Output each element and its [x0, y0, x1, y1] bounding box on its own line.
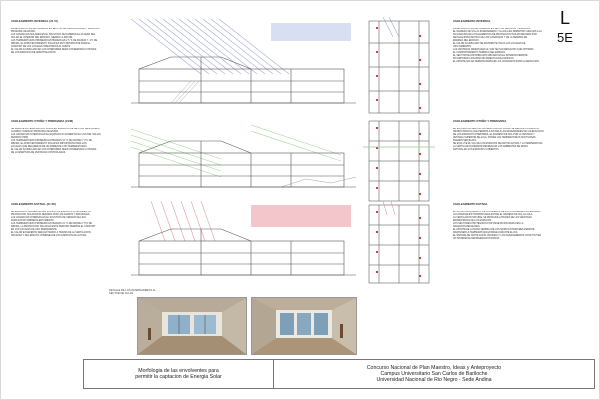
section-1-left-body: PENETRACION SOLAR INVERNAL EN SECTOR DE CIRCULACIONES Y ESPACIOS PRINCIPAL DE ESTAR. LAS GANANCIAS SOLARES EN EL SOLSTICIO DE INVIERNO EL ACCESO DEL SOL EN EL INTERIOR DEL EDIFICIO, SIENDO LA MAYOR. LAS TEMPERATURAS PROMEDIO ESTIMADAS EN 2,5 °C DE MAXIMA Y -1°C DE MINIMA, EL APROVECHAMIENTO SOLAR ES MUY IMPORTANTE PARA EL CONFORT DE LOS LOCALES ORIENTADOS AL NORTE. EL CALOR ACUMULADO EN LOS INTERIORES SERA CONSERVADO A TRAVES DE LOS ESPACIOS DE AMORTIGUACION. — [11, 28, 100, 54]
project-line-1: Concurso Nacional de Plan Maestro, Ideas y Anteproyecto — [366, 365, 502, 371]
renders-caption: DETALLE DE LOS INVERNADEROS AL SECTOR DE AULAS — [109, 289, 156, 296]
section-1-plan-markers — [376, 27, 421, 109]
section-2-building-lines — [131, 141, 356, 187]
section-2-building-section — [131, 119, 356, 197]
section-1-building-section — [131, 19, 356, 111]
section-2-right-body: EN ESTA EPOCA DEL AÑO LA PENETRACION SOLAR SE REDUCE UN ESPACIO SIENDO PARCIAL QUE PERMITA AJUSTAR A LAS NECESIDADES DE CALEFACCION DE LOS ESPACIOS INTERIORES, EL INGRESO DE SOL POR LA VENTANA Y VENTANA SUPERIOR DE AULA, DONDE LAS TEMPERATURAS NOCTURNAS PUEDEN SER BAJAS. SE EXCLUYE EL SOL DE LOS ESPACIOS DE MAYOR ALTURA Y LA TEMPERATURA. LA VENTILACION PERMITE REFRESCAR LOS AMBIENTES DE MODO NATURAL EN LOS ESPACIOS CUBIERTOS. — [453, 128, 544, 151]
section-2-left-heading: ASOLEAMIENTO OTOÑO Y PRIMAVERA (21/III) — [11, 119, 74, 123]
section-2-plan — [363, 117, 435, 205]
section-1-sun-rays — [131, 19, 289, 74]
section-3-sun-zone — [251, 205, 351, 227]
sheet-title-line-2: permitir la captacion de Energia Solar — [135, 374, 222, 380]
sheet-letter: L — [560, 8, 571, 28]
sheet-number: 5E — [557, 30, 573, 45]
section-2-sun-rays — [131, 125, 341, 177]
section-1-left-heading: ASOLEAMIENTO INVERNAL (21 VI) — [11, 19, 58, 23]
section-3-right-body: EL SOL ES BLOQUEADO POR LOS ALEROS DE LOS VOLUMENES SUPERIORES. LOS PARASOLES HORIZONTALES EVITAN EL INGRESO DE SOL AL AULA. LA VENTILACION NATURAL SE PRODUCE A TRAVES DE LAS VENTANAS ENFRENTADAS DE LOS ESPACIOS. LOS SECTORES PROTEGIDOS POR VEGETACION REDUCEN LA RADIACION REFLEJADA. EL APORTE DE LA MASA TERMICA DE LOS MUROS INTERIORES PERMITE MANTENER LA TEMPERATURA ESTABLE DURANTE EL DIA. EL SISTEMA DE VENTILACION CRUZADA Y LOS INVERNADEROS CONSTITUYEN UN SISTEMA DE REFRIGERACION PASIVA. — [453, 211, 542, 240]
section-2-left-body: SE REDUCE LA PENETRACION SOLAR EN ESPACIOS DE GESTION DE ESCUELA GUARDA Y ESPACIO PRINCIPAL DE ESTAR. LAS GANANCIAS INTERNAS EN EL EQUINOCCIO AUMENTAN EL USO DEL SOL EN PERIODO TIBIO. LAS TEMPERATURAS PROMEDIO ESTIMADAS 12 °C DE MAXIMA Y 2°C DE MINIMA, EL APROVECHAMIENTO SOLAR ES IMPORTANTE PARA LOS LOCALES QUE REQUIERAN DE UN AMBIENTE CON TEMPERATURAS. EL CALOR ACUMULADO EN LOS INTERIORES SERA CONSERVADO A TRAVES DE LA APERTURA DE VENTANAS CONTROLADAS. — [11, 128, 101, 154]
section-2-terrain — [281, 177, 356, 187]
section-3-right-heading: ASOLEAMIENTO ESTIVAL — [453, 202, 488, 206]
section-3-building-lines — [131, 229, 356, 275]
section-3-plan-markers — [376, 211, 421, 277]
title-block-right — [274, 360, 594, 388]
title-block — [83, 359, 595, 389]
section-1-plan — [363, 17, 435, 117]
project-line-2: Campus Universitario San Carlos de Bariloche — [380, 371, 488, 377]
section-3-left-heading: ASOLEAMIENTO ESTIVAL (21 XII) — [11, 202, 56, 206]
section-1-right-body: PENETRACION SOLAR INVERNAL EN SECTOR DE AULAS Y ESPACIOS EL INGRESO DE SOL AL INVERNADERO Y AL AULA ES PERMITIDO GRACIAS A LA INCLINACION DE LOS ELEMENTOS DE PROTECCION SOLAR DEFINIDA POR DETALLE BIOCLIMATICO DE LOS GANANCIAS Y DE LA PERDIDA DE ENERGIA DEL EDIFICIO. EL CALOR ACUMULADO SE DISTRIBUYE HACIA LOS LOCALES DE USO INMEDIATO. LAS VENTANAS ORIENTADAS AL SUR SE HAN REDUCIDO QUE OPTIMIZA EL COMPORTAMIENTO TERMICO DEL EDIFICIO. EL SECTOR DE DISTRIBUCION UBICADO EN EL INTERIOR PERMITE INCORPORAR LA RADIACION DIRECTA EN EL EDIFICIO. EL APORTE SOLAR PERMITE REDUCIR LOS CONSUMOS PARA CALEFACCION. — [453, 28, 542, 63]
section-3-plan — [363, 201, 435, 287]
section-3-building-section — [131, 201, 356, 283]
interior-render-right — [251, 297, 357, 355]
section-1-right-heading: ASOLEAMIENTO INVERNAL — [453, 19, 491, 23]
sheet-title-line-1: Morfologia de las envolventes para — [138, 368, 219, 374]
title-block-left — [84, 360, 274, 388]
section-3-sun-rays — [151, 201, 215, 241]
interior-render-left — [137, 297, 247, 355]
section-1-building-lines — [131, 57, 356, 103]
section-3-left-body: SE ELIMINA LA INCIDENCIA DEL SOL EN LOS ESPACIOS INTERIORES, LA PROTECCION SOLAR ESTA DEFINIDA POR LOS ALEROS Y PARASOLES. LAS GANANCIAS INTERNAS EN EL SOLSTICIO DE VERANO DEL SOL PARA EVITAR SOBRECALENTAMIENTO. LAS TEMPERATURAS PROMEDIO ESTIMADAS 21 °C DE MAXIMA Y 5°C DE MINIMA, LA PROTECCION SOLAR EN ESTE PERIODO PERMITE EL CONFORT EN LOS LOCALES DE USO PERMANENTE. EL CALOR EXCEDENTE SERA EXTRAIDO A TRAVES DE LA VENTILACION CRUZADA Y DEL EFECTO CHIMENEA DE LOS ESPACIOS DE ALTURA. — [11, 211, 96, 237]
project-line-3: Universidad Nacional de Rio Negro - Sede Andina — [376, 377, 492, 383]
section-2-right-heading: ASOLEAMIENTO OTOÑO Y PRIMAVERA — [453, 119, 507, 123]
